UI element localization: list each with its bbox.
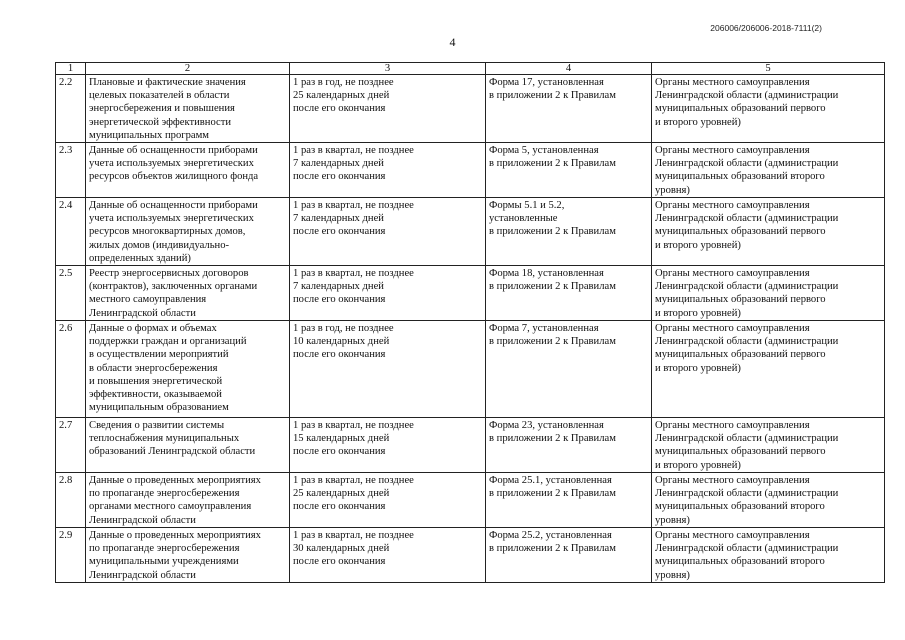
table-row [56,75,885,143]
cell-line: Форма 7, установленная [489,323,599,335]
cell-line: Формы 5.1 и 5.2, [489,200,565,212]
cell-line: муниципальных образований второго [655,501,825,513]
cell-form [486,143,652,198]
cell-line: 1 раз в квартал, не позднее [293,530,414,542]
cell-line: 1 раз в квартал, не позднее [293,475,414,487]
cell-line: жилых домов (индивидуально- [89,239,230,251]
cell-form [486,198,652,266]
cell-description [86,143,290,198]
cell-recipient [652,198,885,266]
cell-line: установленные [489,213,558,225]
cell-line: Данные об оснащенности приборами [89,200,258,212]
cell-line: Форма 25.1, установленная [489,475,612,487]
cell-frequency [290,75,486,143]
cell-line: 1 раз в год, не позднее [293,323,394,335]
cell-description [86,473,290,528]
cell-line: муниципальных образований первого [655,226,826,238]
cell-line: 25 календарных дней [293,90,390,102]
cell-line: образований Ленинградской области [89,446,256,458]
cell-line: 7 календарных дней [293,158,384,170]
cell-line: после его окончания [293,349,386,361]
cell-line: в приложении 2 к Правилам [489,281,616,293]
cell-description [86,528,290,583]
cell-line: Ленинградской области (администрации [655,336,839,348]
table-row [56,266,885,321]
row-number: 2.4 [56,198,86,266]
cell-line: Ленинградской области [89,307,196,319]
cell-line: в приложении 2 к Правилам [489,543,616,555]
cell-line: 1 раз в квартал, не позднее [293,145,414,157]
cell-line: поддержки граждан и организаций [89,336,247,348]
cell-frequency [290,418,486,473]
cell-frequency [290,266,486,321]
cell-line: муниципальными учреждениями [89,556,239,568]
cell-line: Ленинградской области [89,569,196,581]
cell-line: после его окончания [293,294,386,306]
table-body [56,75,885,583]
cell-line: Ленинградской области [89,514,196,526]
cell-line: муниципальных образований второго [655,556,825,568]
cell-line: Данные о формах и объемах [89,323,217,335]
cell-line: Сведения о развитии системы [89,420,225,432]
cell-line: и второго уровней) [655,116,741,128]
cell-line: Данные об оснащенности приборами [89,145,258,157]
cell-line: Ленинградской области (администрации [655,281,839,293]
cell-line: (контрактов), заключенных органами [89,281,258,293]
cell-description [86,418,290,473]
table-row [56,473,885,528]
cell-line: уровня) [655,184,690,196]
table-row [56,528,885,583]
cell-line: Данные о проведенных мероприятиях [89,530,261,542]
cell-frequency [290,143,486,198]
cell-line: Форма 5, установленная [489,145,599,157]
cell-line: Форма 23, установленная [489,420,604,432]
cell-description [86,75,290,143]
row-number: 2.2 [56,75,86,143]
cell-description [86,321,290,418]
reporting-table [55,62,885,583]
row-number: 2.3 [56,143,86,198]
cell-line: энергосбережения и повышения [89,103,235,115]
cell-line: Форма 17, установленная [489,77,604,88]
cell-line: 7 календарных дней [293,281,384,293]
column-header-2: 2 [86,63,290,75]
row-number: 2.9 [56,528,86,583]
cell-line: Органы местного самоуправления [655,145,810,157]
cell-line: 15 календарных дней [293,433,390,445]
cell-recipient [652,473,885,528]
cell-frequency [290,321,486,418]
cell-line: муниципальных программ [89,129,210,141]
cell-line: после его окончания [293,446,386,458]
cell-frequency [290,198,486,266]
cell-line: Органы местного самоуправления [655,323,810,335]
cell-line: 1 раз в год, не позднее [293,77,394,88]
cell-line: ресурсов объектов жилищного фонда [89,171,259,183]
cell-line: определенных зданий) [89,252,191,264]
cell-line: и второго уровней) [655,307,741,319]
cell-line: Органы местного самоуправления [655,475,810,487]
table-row [56,198,885,266]
cell-line: муниципальных образований первого [655,294,826,306]
column-number-row [56,63,885,75]
cell-line: Плановые и фактические значения [89,77,246,88]
cell-line: и второго уровней) [655,362,741,374]
cell-line: Ленинградской области (администрации [655,543,839,555]
cell-form [486,75,652,143]
column-header-3: 3 [290,63,486,75]
cell-frequency [290,473,486,528]
cell-recipient [652,418,885,473]
cell-form [486,473,652,528]
cell-line: в приложении 2 к Правилам [489,433,616,445]
cell-description [86,266,290,321]
cell-recipient [652,143,885,198]
document-id: 206006/206006-2018-7111(2) [710,23,822,33]
cell-line: 1 раз в квартал, не позднее [293,420,414,432]
column-header-5: 5 [652,63,885,75]
cell-line: в осуществлении мероприятий [89,349,229,361]
page-number: 4 [449,35,456,49]
cell-line: муниципальных образований первого [655,349,826,361]
cell-line: 1 раз в квартал, не позднее [293,200,414,212]
row-number: 2.7 [56,418,86,473]
cell-form [486,418,652,473]
cell-line: уровня) [655,569,690,581]
cell-line: в приложении 2 к Правилам [489,226,616,238]
cell-line: муниципальных образований первого [655,446,826,458]
cell-line: после его окончания [293,171,386,183]
cell-recipient [652,321,885,418]
cell-line: в приложении 2 к Правилам [489,90,616,102]
cell-description [86,198,290,266]
cell-line: по пропаганде энергосбережения [89,488,240,500]
cell-line: эффективности, оказываемой [89,389,222,401]
cell-line: после его окончания [293,226,386,238]
column-header-4: 4 [486,63,652,75]
cell-line: после его окончания [293,501,386,513]
cell-line: в приложении 2 к Правилам [489,158,616,170]
cell-recipient [652,528,885,583]
cell-line: Форма 18, установленная [489,268,604,280]
cell-form [486,266,652,321]
cell-line: ресурсов многоквартирных домов, [89,226,246,238]
column-header-1: 1 [56,63,86,75]
cell-line: в области энергосбережения [89,362,218,374]
table-row [56,143,885,198]
cell-line: после его окончания [293,103,386,115]
cell-form [486,528,652,583]
cell-line: Органы местного самоуправления [655,77,810,88]
cell-line: Органы местного самоуправления [655,420,810,432]
cell-line: теплоснабжения муниципальных [89,433,240,445]
cell-line: местного самоуправления [89,294,207,306]
cell-line: Форма 25.2, установленная [489,530,612,542]
cell-line: в приложении 2 к Правилам [489,488,616,500]
cell-line: Ленинградской области (администрации [655,90,839,102]
cell-line: уровня) [655,514,690,526]
cell-frequency [290,528,486,583]
cell-line: целевых показателей в области [89,90,230,102]
cell-line: Ленинградской области (администрации [655,433,839,445]
cell-line: в приложении 2 к Правилам [489,336,616,348]
cell-line: по пропаганде энергосбережения [89,543,240,555]
cell-line: и второго уровней) [655,459,741,471]
cell-line: муниципальных образований второго [655,171,825,183]
cell-line: энергетической эффективности [89,116,232,128]
cell-line: 10 календарных дней [293,336,390,348]
cell-line: 25 календарных дней [293,488,390,500]
cell-line: после его окончания [293,556,386,568]
cell-line: органами местного самоуправления [89,501,252,513]
cell-form [486,321,652,418]
cell-line: Ленинградской области (администрации [655,213,839,225]
cell-line: и повышения энергетической [89,375,223,387]
cell-line: Ленинградской области (администрации [655,488,839,500]
table-row [56,418,885,473]
cell-recipient [652,266,885,321]
table-row [56,321,885,418]
cell-line: и второго уровней) [655,239,741,251]
cell-line: учета используемых энергетических [89,158,254,170]
cell-line: учета используемых энергетических [89,213,254,225]
cell-line: Реестр энергосервисных договоров [89,268,249,280]
cell-line: Данные о проведенных мероприятиях [89,475,261,487]
cell-line: муниципальных образований первого [655,103,826,115]
cell-line: муниципальным образованием [89,402,229,414]
cell-line: Органы местного самоуправления [655,530,810,542]
row-number: 2.5 [56,266,86,321]
cell-line: 30 календарных дней [293,543,390,555]
row-number: 2.6 [56,321,86,418]
row-number: 2.8 [56,473,86,528]
cell-line: 7 календарных дней [293,213,384,225]
cell-line: Органы местного самоуправления [655,200,810,212]
cell-line: Органы местного самоуправления [655,268,810,280]
cell-line: Ленинградской области (администрации [655,158,839,170]
cell-line: 1 раз в квартал, не позднее [293,268,414,280]
cell-recipient [652,75,885,143]
